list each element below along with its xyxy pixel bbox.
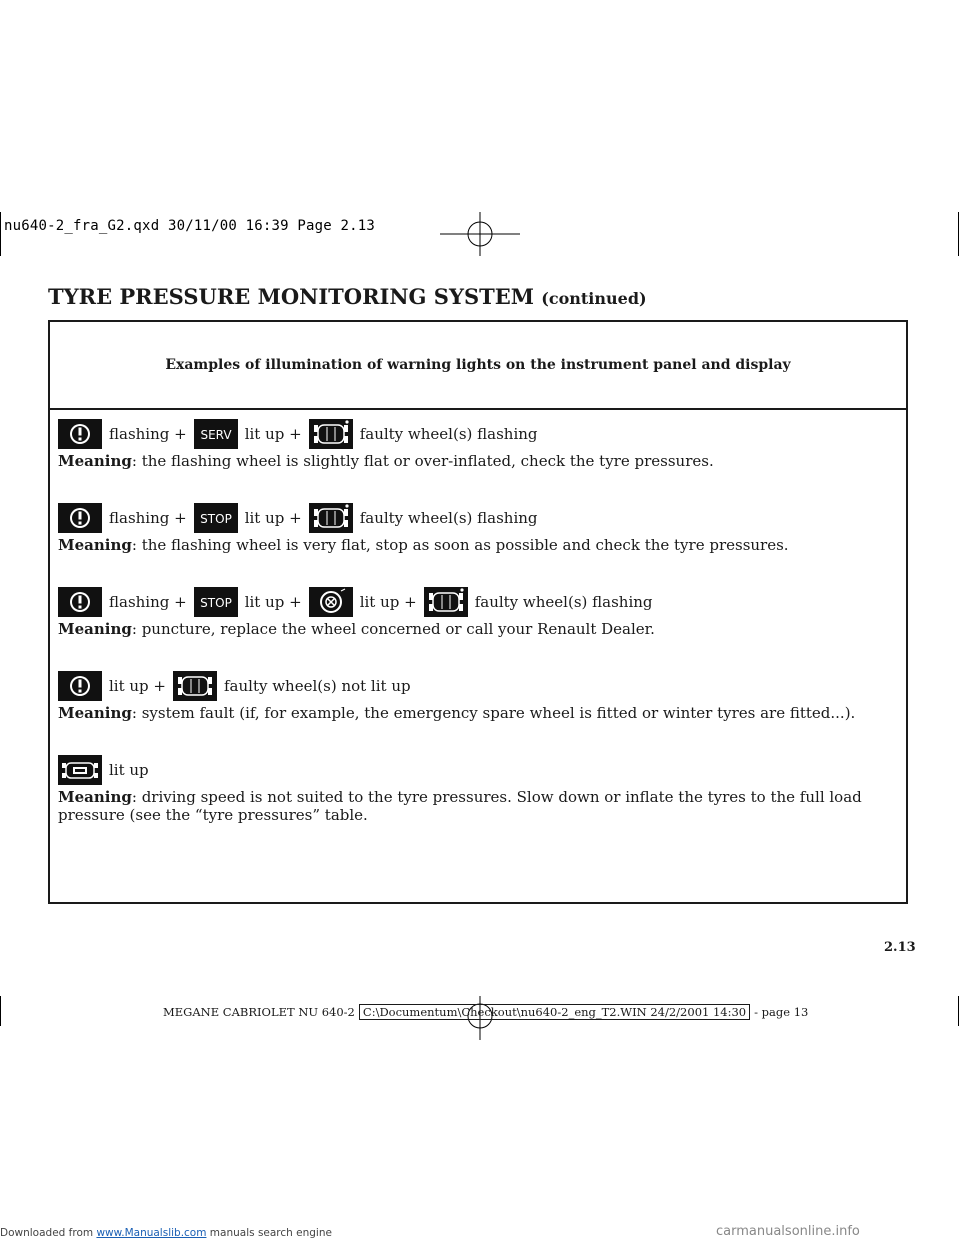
example-3-text-3: lit up + (359, 593, 417, 611)
example-1-meaning: Meaning: the flashing wheel is slightly flat or over-inflated, check the tyre pressures. (58, 452, 714, 470)
example-1-text-2: lit up + (244, 425, 302, 443)
example-4-text-1: lit up + (109, 677, 166, 695)
example-3-text-1: flashing + (109, 593, 187, 611)
warning-exclamation-icon (58, 503, 102, 533)
example-4-text-2: faulty wheel(s) not lit up (224, 677, 411, 695)
manualslib-link[interactable]: www.Manualslib.com (96, 1227, 207, 1239)
example-1 (58, 418, 898, 470)
page-title-sub: (continued) (541, 289, 647, 308)
stop-icon-label: STOP (199, 512, 232, 526)
page-title (48, 284, 647, 309)
footer-left: MEGANE CABRIOLET NU 640-2 (163, 1005, 355, 1019)
warning-lights-box (48, 320, 908, 904)
serv-icon-label: SERV (200, 428, 232, 442)
warning-exclamation-icon (58, 419, 102, 449)
stop-warning-icon (194, 503, 238, 533)
print-footer (163, 1004, 808, 1020)
crop-mark-right (958, 212, 959, 256)
print-slug: nu640-2_fra_G2.qxd 30/11/00 16:39 Page 2.13 (4, 218, 376, 234)
download-banner: Downloaded from www.Manualslib.com manuals search engine (0, 1227, 332, 1239)
page-number: 2.13 (884, 940, 916, 955)
tyre-display-car-icon (173, 671, 217, 701)
example-2-text-1: flashing + (109, 509, 187, 527)
example-3-text-2: lit up + (244, 593, 302, 611)
crop-mark-left (0, 212, 1, 256)
stop-icon-label: STOP (199, 596, 232, 610)
tyre-display-car-icon (309, 419, 353, 449)
example-5-meaning: Meaning: driving speed is not suited to the tyre pressures. Slow down or inflate the tyres to the full load pressure (see the “tyre pressures” table. (58, 788, 862, 824)
example-5 (58, 754, 898, 824)
footer-right: - page 13 (754, 1005, 809, 1019)
example-4-meaning: Meaning: system fault (if, for example, the emergency spare wheel is fitted or winter tyres are fitted...). (58, 704, 856, 722)
example-3-text-4: faulty wheel(s) flashing (474, 593, 653, 611)
crop-mark-right-bottom (958, 996, 959, 1026)
box-heading: Examples of illumination of warning lights on the instrument panel and display (50, 322, 906, 410)
example-1-text-3: faulty wheel(s) flashing (359, 425, 538, 443)
crop-mark-left-bottom (0, 996, 1, 1026)
puncture-tyre-icon (309, 587, 353, 617)
example-1-text-1: flashing + (109, 425, 187, 443)
example-2-text-3: faulty wheel(s) flashing (359, 509, 538, 527)
warning-exclamation-icon (58, 587, 102, 617)
stop-warning-icon (194, 587, 238, 617)
example-2 (58, 502, 898, 554)
example-3 (58, 586, 898, 638)
example-2-text-2: lit up + (244, 509, 302, 527)
example-5-text-1: lit up (109, 761, 149, 779)
warning-exclamation-icon (58, 671, 102, 701)
example-3-meaning: Meaning: puncture, replace the wheel concerned or call your Renault Dealer. (58, 620, 655, 638)
example-2-meaning: Meaning: the flashing wheel is very flat, stop as soon as possible and check the tyre pressures. (58, 536, 789, 554)
serv-warning-icon (194, 419, 238, 449)
tyre-display-car-icon (309, 503, 353, 533)
registration-crosshair-icon (440, 212, 520, 256)
example-4 (58, 670, 898, 722)
footer-path: C:\Documentum\Checkout\nu640-2_eng_T2.WIN 24/2/2001 14:30 (359, 1004, 750, 1020)
tyre-display-car-icon (424, 587, 468, 617)
speed-load-car-icon (58, 755, 102, 785)
page-title-main: TYRE PRESSURE MONITORING SYSTEM (48, 284, 534, 309)
site-watermark: carmanualsonline.info (716, 1224, 860, 1239)
